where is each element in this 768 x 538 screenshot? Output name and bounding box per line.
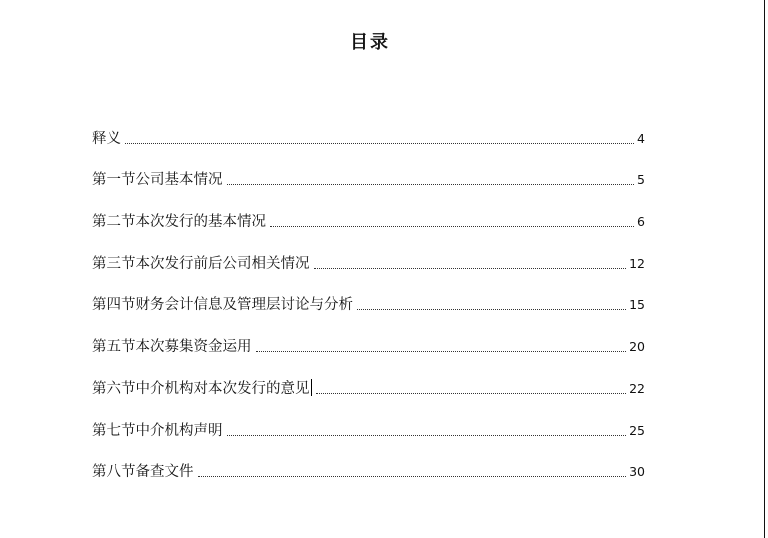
dot-leader	[256, 351, 627, 352]
page-edge-line	[764, 0, 765, 538]
dot-leader	[316, 393, 626, 394]
toc-page-number: 6	[637, 214, 645, 230]
toc-page-number: 15	[629, 297, 645, 313]
toc-entry-label	[92, 379, 312, 398]
toc-entry-section-5[interactable]	[92, 334, 645, 376]
toc-page-number: 22	[629, 380, 645, 396]
dot-leader	[125, 143, 634, 144]
toc-entry-section-1[interactable]	[92, 168, 645, 210]
toc-entry-label: 第三节本次发行前后公司相关情况	[92, 255, 310, 272]
toc-entry-label: 第二节本次发行的基本情况	[92, 214, 266, 231]
toc-page-number: 5	[637, 172, 645, 188]
table-of-contents	[92, 126, 645, 501]
toc-page-number: 20	[629, 339, 645, 355]
toc-entry-section-2[interactable]	[92, 209, 645, 251]
dot-leader	[357, 309, 626, 310]
toc-entry-label-text: 第六节中介机构对本次发行的意见	[92, 380, 310, 397]
toc-page-number: 12	[629, 255, 645, 271]
toc-entry-label: 第一节公司基本情况	[92, 172, 223, 189]
toc-page-number: 30	[629, 464, 645, 480]
toc-page-number: 25	[629, 422, 645, 438]
toc-entry-label: 第七节中介机构声明	[92, 422, 223, 439]
dot-leader	[227, 184, 635, 185]
dot-leader	[198, 476, 627, 477]
toc-entry-section-7[interactable]	[92, 418, 645, 460]
dot-leader	[270, 226, 634, 227]
toc-entry-section-6[interactable]	[92, 376, 645, 418]
toc-entry-section-3[interactable]	[92, 251, 645, 293]
toc-entry-label: 第五节本次募集资金运用	[92, 339, 252, 356]
toc-entry-label: 第八节备查文件	[92, 464, 194, 481]
toc-entry-definitions[interactable]	[92, 126, 645, 168]
toc-entry-label: 第四节财务会计信息及管理层讨论与分析	[92, 297, 353, 314]
toc-entry-section-4[interactable]	[92, 293, 645, 335]
text-cursor	[311, 379, 313, 396]
toc-entry-section-8[interactable]	[92, 460, 645, 502]
toc-entry-label: 释义	[92, 130, 121, 147]
dot-leader	[314, 268, 627, 269]
toc-title: 目录	[350, 32, 390, 53]
dot-leader	[227, 435, 627, 436]
toc-page-number: 4	[637, 130, 645, 146]
